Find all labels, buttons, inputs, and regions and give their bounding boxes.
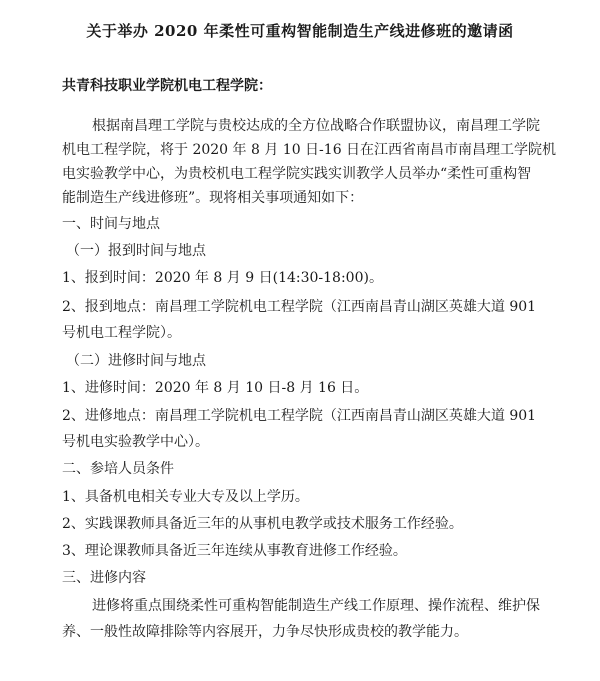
registration-place: 2、报到地点：南昌理工学院机电工程学院（江西南昌青山湖区英雄大道 901 [62,299,537,315]
subheading-training: （二）进修时间与地点 [66,353,206,369]
salutation: 共青科技职业学院机电工程学院： [62,78,272,94]
registration-time: 1、报到时间：2020 年 8 月 9 日(14:30-18:00)。 [62,270,383,286]
intro-line: 机电工程学院，将于 2020 年 8 月 10 日-16 日在江西省南昌市南昌理工学院机 [62,142,557,158]
training-place-cont: 号机电实验教学中心）。 [62,434,209,450]
eligibility-item: 2、实践课教师具备近三年的从事机电教学或技术服务工作经验。 [62,516,463,532]
content-paragraph-line: 养、一般性故障排除等内容展开，力争尽快形成贵校的教学能力。 [62,624,468,640]
section-heading-eligibility: 二、参培人员条件 [62,461,174,477]
training-place: 2、进修地点：南昌理工学院机电工程学院（江西南昌青山湖区英雄大道 901 [62,408,537,424]
section-heading-content: 三、进修内容 [62,570,146,586]
eligibility-item: 3、理论课教师具备近三年连续从事教育进修工作经验。 [62,543,407,559]
intro-line: 能制造生产线进修班”。现将相关事项通知如下： [62,190,364,206]
registration-place-cont: 号机电工程学院）。 [62,325,181,341]
intro-line: 电实验教学中心，为贵校机电工程学院实践实训教学人员举办“柔性可重构智 [62,166,532,182]
training-time: 1、进修时间：2020 年 8 月 10 日-8 月 16 日。 [62,380,369,396]
subheading-registration: （一）报到时间与地点 [66,243,206,259]
eligibility-item: 1、具备机电相关专业大专及以上学历。 [62,489,309,505]
content-paragraph-line: 进修将重点围绕柔性可重构智能制造生产线工作原理、操作流程、维护保 [92,598,540,614]
document-title: 关于举办 2020 年柔性可重构智能制造生产线进修班的邀请函 [86,22,514,40]
intro-line: 根据南昌理工学院与贵校达成的全方位战略合作联盟协议，南昌理工学院 [92,118,540,134]
section-heading-time-place: 一、时间与地点 [62,216,160,232]
